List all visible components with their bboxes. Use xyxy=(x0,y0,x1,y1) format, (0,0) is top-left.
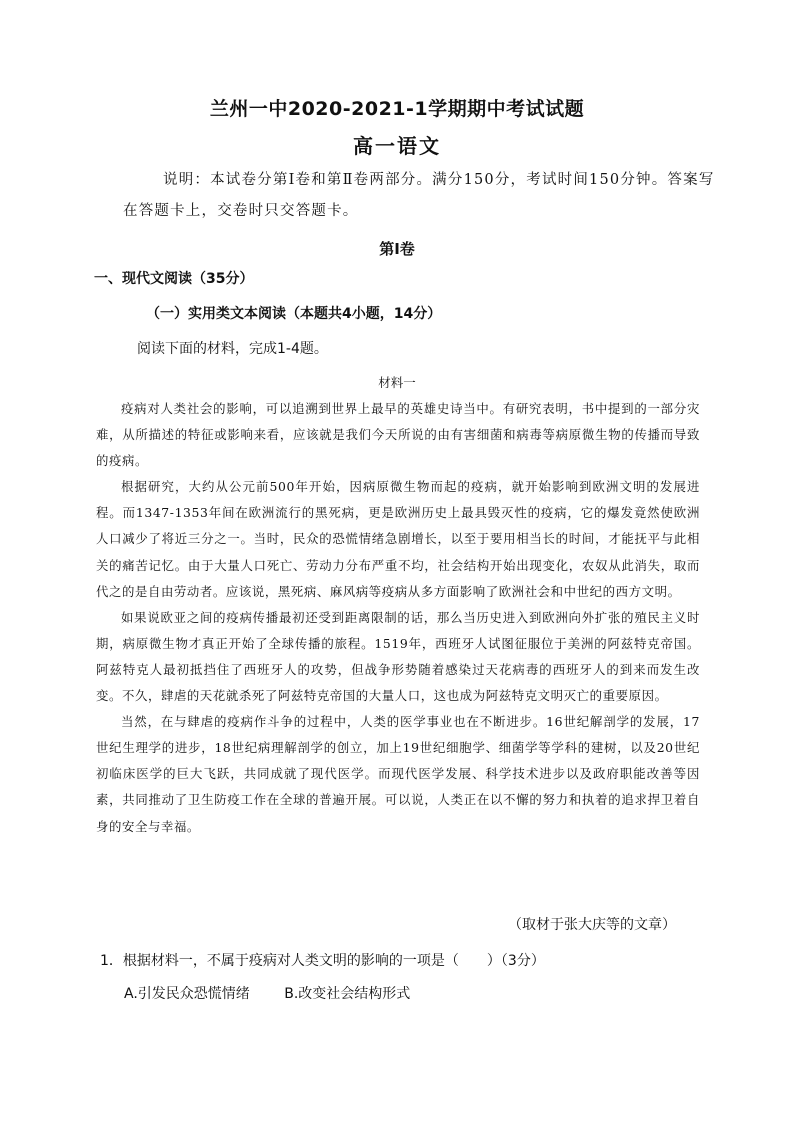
paragraph: 如果说欧亚之间的疫病传播最初还受到距离限制的话，那么当历史进入到欧洲向外扩张的殖民主义时期，病原微生物才真正开始了全球传播的旅程。1519年，西班牙人试图征服位于美洲的阿兹特克帝国。阿兹特克人最初抵挡住了西班牙人的攻势，但战争形势随着感染过天花病毒的西班牙人的到来而发生改变。不久，肆虐的天花就杀死了阿兹特克帝国的大量人口，这也成为阿兹特克文明灭亡的重要原因。 xyxy=(96,609,700,704)
reading-instruction: 阅读下面的材料，完成1-4题。 xyxy=(137,341,328,357)
paragraph: 根据研究，大约从公元前500年开始，因病原微生物而起的疫病，就开始影响到欧洲文明的发展进程。而1347-1353年间在欧洲流行的黑死病，更是欧洲历史上最具毁灭性的疫病，它的爆发竟然使欧洲人口减少了将近三分之一。当时，民众的恐慌情绪急剧增长，以至于要用相当长的时间，才能抚平与此相关的痛苦记忆。由于大量人口死亡、劳动力分布严重不均，社会结构开始出现变化，农奴从此消失，取而代之的是自由劳动者。应该说，黑死病、麻风病等疫病从多方面影响了欧洲社会和中世纪的西方文明。 xyxy=(96,479,700,599)
material-body xyxy=(96,396,700,840)
option-b: B.改变社会结构形式 xyxy=(284,986,411,1002)
subsection-heading: （一）实用类文本阅读（本题共4小题，14分） xyxy=(146,306,442,322)
paragraph: 疫病对人类社会的影响，可以追溯到世界上最早的英雄史诗当中。有研究表明，书中提到的一部分灾难，从所描述的特征或影响来看，应该就是我们今天所说的由有害细菌和病毒等病原微生物的传播而导致的疫病。 xyxy=(96,401,700,469)
material-title: 材料一 xyxy=(378,375,416,390)
volume-heading: 第Ⅰ卷 xyxy=(379,240,415,258)
option-a: A.引发民众恐慌情绪 xyxy=(124,986,250,1002)
source-note: （取材于张大庆等的文章） xyxy=(508,917,676,933)
subject-title: 高一语文 xyxy=(353,134,441,158)
paragraph: 当然，在与肆虐的疫病作斗争的过程中，人类的医学事业也在不断进步。16世纪解剖学的发展，17世纪生理学的进步，18世纪病理解剖学的创立，加上19世纪细胞学、细菌学等学科的建树，以及20世纪初临床医学的巨大飞跃，共同成就了现代医学。而现代医学发展、科学技术进步以及政府职能改善等因素，共同推动了卫生防疫工作在全球的普遍开展。可以说，人类正在以不懈的努力和执着的追求捍卫着自身的安全与幸福。 xyxy=(96,714,700,834)
exam-instructions: 说明：本试卷分第Ⅰ卷和第Ⅱ卷两部分。满分150分，考试时间150分钟。答案写在答题卡上，交卷时只交答题卡。 xyxy=(123,172,715,219)
exam-title: 兰州一中2020-2021-1学期期中考试试题 xyxy=(209,98,585,120)
question-1-options xyxy=(124,983,440,1003)
question-1: 1．根据材料一，不属于疫病对人类文明的影响的一项是（ ）（3分） xyxy=(100,953,545,969)
section-heading: 一、现代文阅读（35分） xyxy=(94,271,254,287)
